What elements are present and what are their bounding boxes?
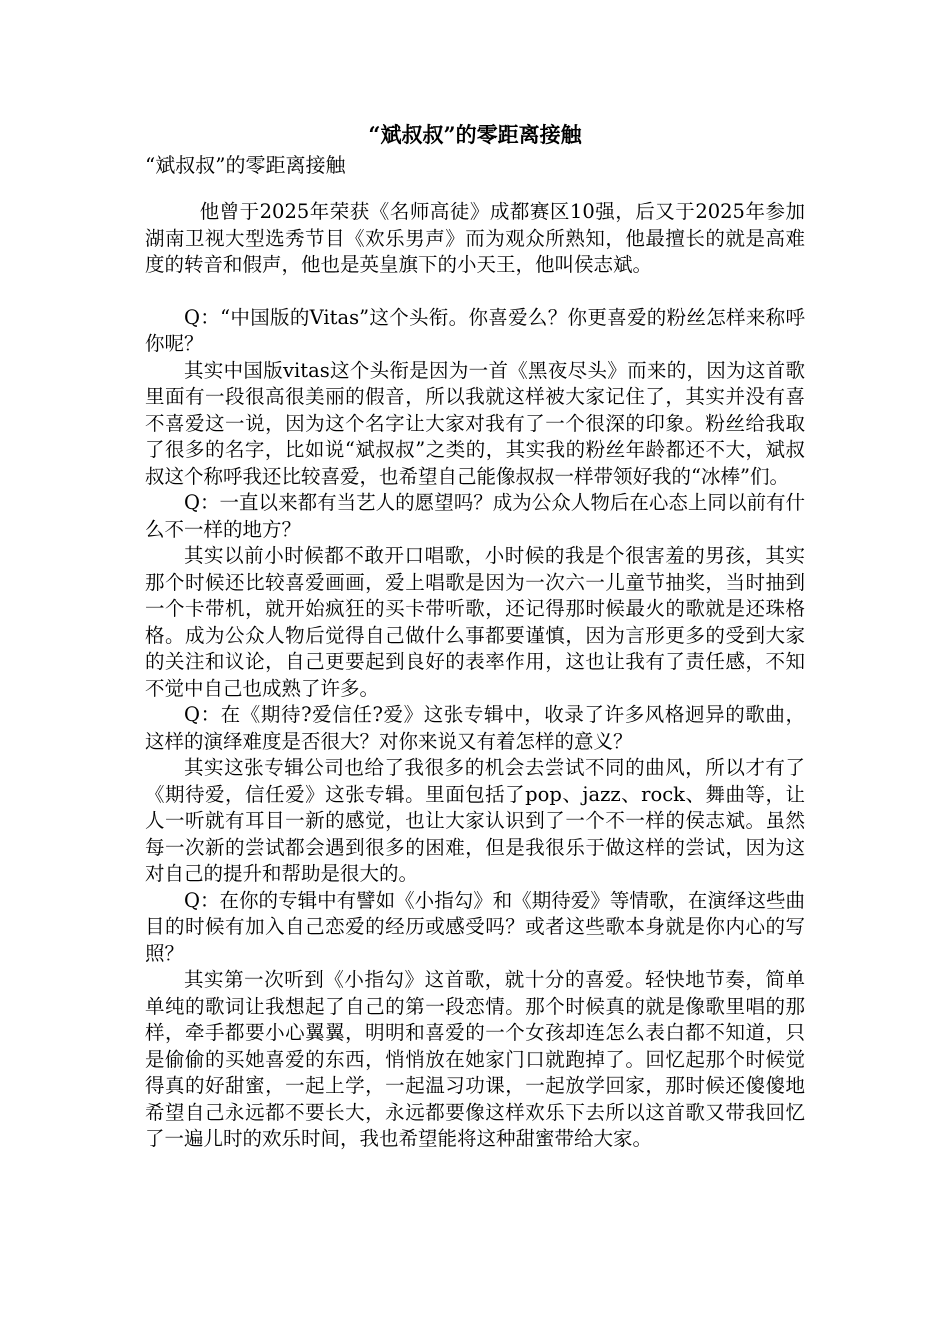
answer-paragraph: 其实这张专辑公司也给了我很多的机会去尝试不同的曲风，所以才有了《期待爱，信任爱》这张专辑。里面包括了pop、jazz、rock、舞曲等，让人一听就有耳目一新的感觉，也让大家认识到了一个不一样的侯志斌。虽然每一次新的尝试都会遇到很多的困难，但是我很乐于做这样的尝试，因为这对自己的提升和帮助是很大的。 [145, 756, 805, 885]
document-title: “斌叔叔”的零距离接触 [368, 122, 582, 147]
document-body [145, 199, 805, 1153]
answer-paragraph: 其实以前小时候都不敢开口唱歌，小时候的我是个很害羞的男孩，其实那个时候还比较喜爱画画，爱上唱歌是因为一次六一儿童节抽奖，当时抽到一个卡带机，就开始疯狂的买卡带听歌，还记得那时候最火的歌就是还珠格格。成为公众人物后觉得自己做什么事都要谨慎，因为言形更多的受到大家的关注和议论，自己更要起到良好的表率作用，这也让我有了责任感，不知不觉中自己也成熟了许多。 [145, 544, 805, 700]
question-paragraph: Q：在《期待?爱信任?爱》这张专辑中，收录了许多风格迥异的歌曲，这样的演绎难度是否很大？对你来说又有着怎样的意义？ [145, 703, 805, 753]
document-subtitle: “斌叔叔”的零距离接触 [145, 153, 346, 177]
answer-paragraph: 其实第一次听到《小指勾》这首歌，就十分的喜爱。轻快地节奏，简单单纯的歌词让我想起了自己的第一段恋情。那个时候真的就是像歌里唱的那样，牵手都要小心翼翼，明明和喜爱的一个女孩却连怎么表白都不知道，只是偷偷的买她喜爱的东西，悄悄放在她家门口就跑掉了。回忆起那个时候觉得真的好甜蜜，一起上学，一起温习功课，一起放学回家，那时候还傻傻地希望自己永远都不要长大，永远都要像这样欢乐下去所以这首歌又带我回忆了一遍儿时的欢乐时间，我也希望能将这种甜蜜带给大家。 [145, 968, 805, 1150]
answer-paragraph: 其实中国版vitas这个头衔是因为一首《黑夜尽头》而来的，因为这首歌里面有一段很高很美丽的假音，所以我就这样被大家记住了，其实并没有喜不喜爱这一说，因为这个名字让大家对我有了一个很深的印象。粉丝给我取了很多的名字，比如说“斌叔叔”之类的，其实我的粉丝年龄都还不大，斌叔叔这个称呼我还比较喜爱，也希望自己能像叔叔一样带领好我的“冰棒”们。 [145, 358, 805, 488]
question-paragraph: Q：在你的专辑中有譬如《小指勾》和《期待爱》等情歌，在演绎这些曲目的时候有加入自己恋爱的经历或感受吗？或者这些歌本身就是你内心的写照？ [145, 888, 805, 965]
question-paragraph: Q：一直以来都有当艺人的愿望吗？成为公众人物后在心态上同以前有什么不一样的地方？ [145, 491, 805, 541]
intro-paragraph: 他曾于2025年荣获《名师高徒》成都赛区10强，后又于2025年参加湖南卫视大型选秀节目《欢乐男声》而为观众所熟知，他最擅长的就是高难度的转音和假声，他也是英皇旗下的小天王，他叫侯志斌。 [145, 200, 805, 276]
question-paragraph: Q：“中国版的Vitas”这个头衔。你喜爱么？你更喜爱的粉丝怎样来称呼你呢？ [145, 305, 805, 355]
